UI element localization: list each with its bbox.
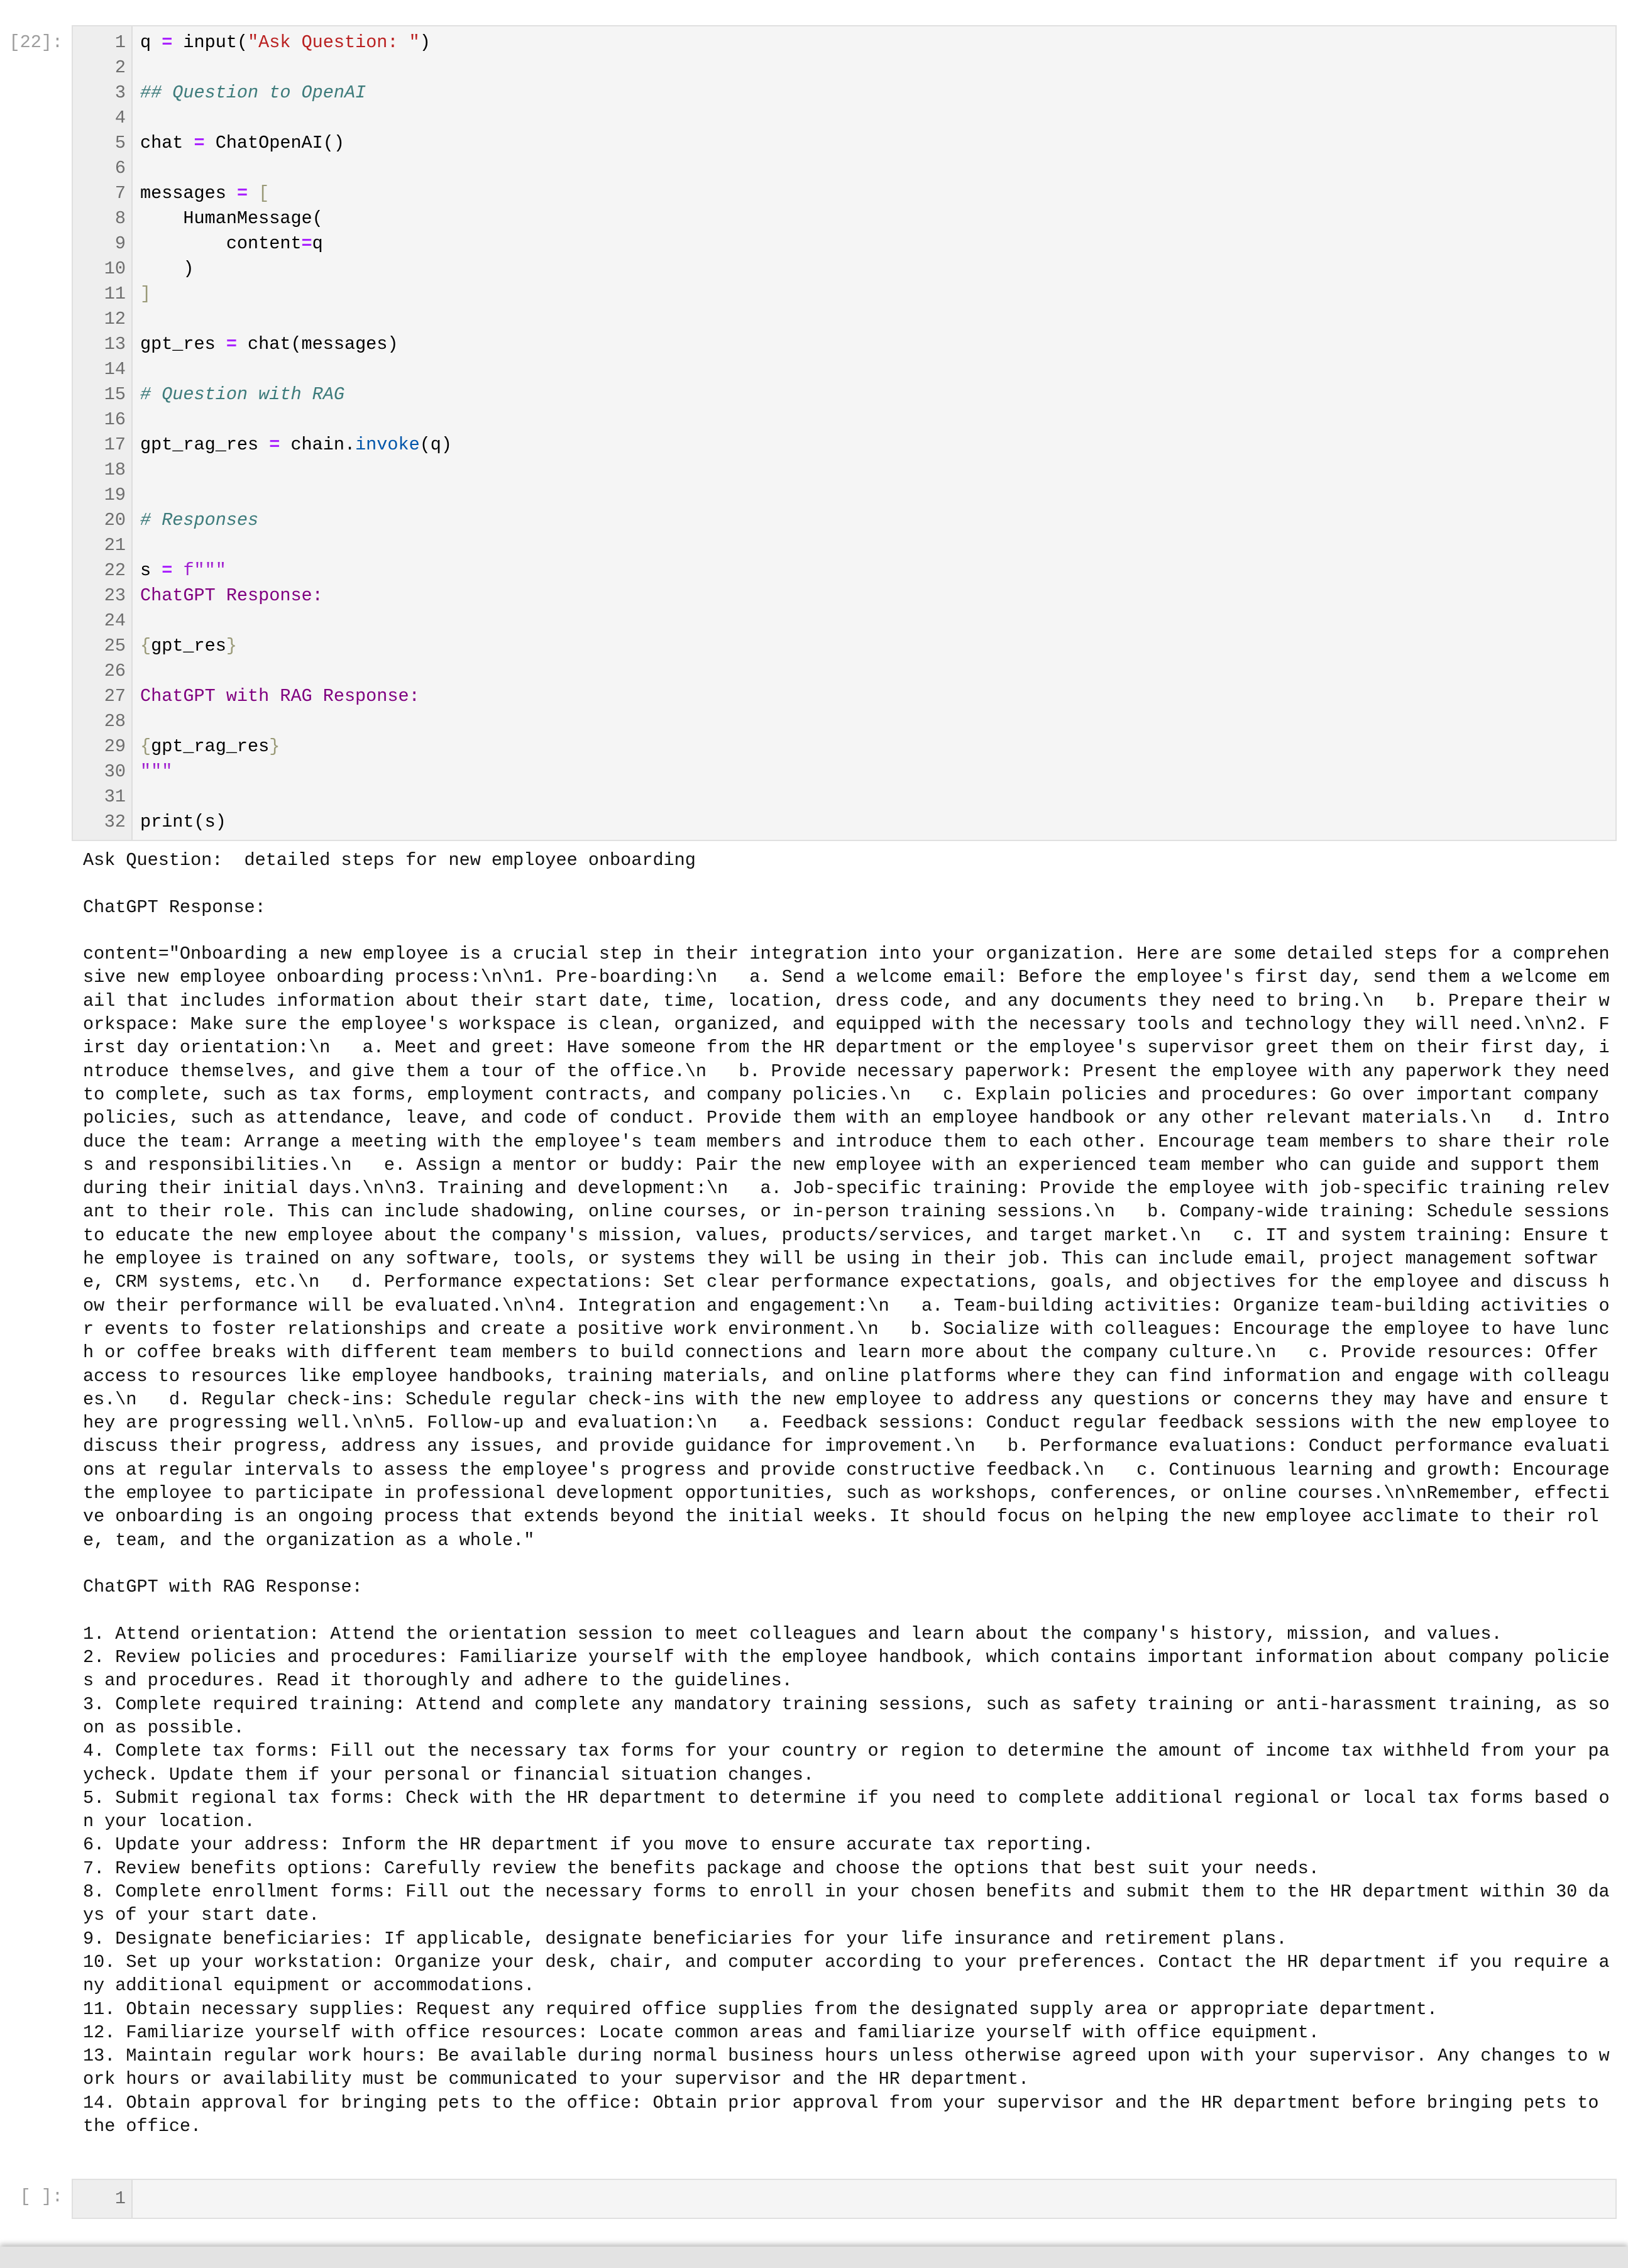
cell-execution-count: [22]:	[9, 32, 63, 53]
code-line[interactable]	[73, 357, 1615, 382]
line-number: 31	[104, 786, 126, 807]
code-token: =	[236, 183, 248, 204]
code-token: # Responses	[140, 510, 259, 531]
code-token: (q)	[419, 434, 453, 455]
code-token: print(s)	[140, 812, 226, 832]
code-token: {	[140, 636, 151, 656]
rag-response-item: 12. Familiarize yourself with office resources: Locate common areas and familiarize yourself with office equipment.	[83, 2022, 1319, 2043]
line-number: 14	[104, 359, 126, 380]
code-token: ## Question to OpenAI	[140, 82, 366, 103]
code-text	[140, 684, 420, 709]
code-text	[140, 282, 151, 307]
code-token: chain.	[280, 434, 356, 455]
rag-response-item: 8. Complete enrollment forms: Fill out the necessary forms to enroll in your chosen benefits and submit them to the HR department within 30 days of your start date.	[83, 1881, 1610, 1926]
chatgpt-response-label: ChatGPT Response:	[83, 896, 266, 918]
line-number: 19	[104, 485, 126, 505]
code-token: input(	[172, 32, 248, 53]
line-number: 7	[114, 183, 126, 204]
code-line[interactable]	[73, 759, 1615, 784]
code-line[interactable]	[73, 307, 1615, 332]
line-number: 10	[104, 258, 126, 279]
code-token: =	[269, 434, 280, 455]
code-line[interactable]	[73, 256, 1615, 282]
code-token: {	[140, 736, 151, 757]
line-number: 29	[104, 736, 126, 757]
ask-answer: detailed steps for new employee onboarding	[244, 850, 696, 871]
code-line[interactable]	[73, 55, 1615, 80]
line-number: 2	[114, 57, 126, 78]
line-number: 26	[104, 661, 126, 681]
line-number: 21	[104, 535, 126, 556]
line-number: 22	[104, 560, 126, 581]
code-line[interactable]	[73, 810, 1615, 835]
code-token: =	[162, 32, 173, 53]
code-line[interactable]	[73, 106, 1615, 131]
line-number: 25	[104, 636, 126, 656]
code-token: invoke	[355, 434, 420, 455]
code-line[interactable]	[73, 709, 1615, 734]
code-token: q	[140, 32, 162, 53]
rag-response-item: 4. Complete tax forms: Fill out the necessary tax forms for your country or region to determine the amount of income tax withheld from your paycheck. Update them if your personal or financial situation changes.	[83, 1741, 1610, 1785]
code-text	[140, 583, 323, 608]
code-line[interactable]	[73, 659, 1615, 684]
cell-execution-count-empty: [ ]:	[19, 2186, 63, 2207]
code-token: gpt_res	[140, 334, 226, 355]
code-text	[140, 508, 258, 533]
code-token: =	[301, 233, 312, 254]
code-line[interactable]	[73, 608, 1615, 634]
code-token: "Ask Question: "	[248, 32, 420, 53]
code-line[interactable]	[73, 558, 1615, 583]
line-number: 15	[104, 384, 126, 405]
code-text	[140, 131, 344, 156]
line-number: 28	[104, 711, 126, 732]
code-line[interactable]	[73, 734, 1615, 759]
code-line[interactable]	[73, 80, 1615, 106]
code-text	[140, 206, 323, 231]
code-cell-editor[interactable]	[72, 25, 1617, 841]
rag-response-label: ChatGPT with RAG Response:	[83, 1577, 363, 1598]
code-token: ]	[140, 284, 151, 304]
line-number: 27	[104, 686, 126, 707]
code-text	[140, 382, 344, 407]
code-token: gpt_rag_res	[151, 736, 270, 757]
rag-response-item: 5. Submit regional tax forms: Check with the HR department to determine if you need to complete additional regional or local tax forms based on your location.	[83, 1787, 1610, 1832]
code-line[interactable]	[73, 483, 1615, 508]
code-text	[140, 432, 452, 458]
code-token: chat	[140, 133, 194, 153]
line-number: 16	[104, 409, 126, 430]
code-line[interactable]	[73, 231, 1615, 256]
code-token: }	[226, 636, 237, 656]
code-line[interactable]	[73, 508, 1615, 533]
line-number: 17	[104, 434, 126, 455]
line-number: 3	[114, 82, 126, 103]
code-line[interactable]	[73, 784, 1615, 810]
code-line[interactable]	[73, 634, 1615, 659]
line-number: 23	[104, 585, 126, 606]
code-token: =	[226, 334, 237, 355]
code-line[interactable]	[73, 181, 1615, 206]
code-token: content	[140, 233, 302, 254]
code-token: q	[312, 233, 323, 254]
code-line[interactable]	[73, 583, 1615, 608]
chatgpt-response-content: content="Onboarding a new employee is a crucial step in their integration into your organization. Here are some detailed steps for a comprehensive new employee onboarding process:\n\n1. Pre-boarding:\n a. Send a welcome email: Before the employee's first day, send them a welcome email that includes information about their start date, time, location, dress code, and any documents they need to bring.\n b. Prepare their workspace: Make sure the employee's workspace is clean, organized, and equipped with the necessary tools and technology they will need.\n\n2. First day orientation:\n a. Meet and greet: Have someone from the HR department or the employee's supervisor greet them on their first day, introduce themselves, and give them a tour of the office.\n b. Provide necessary paperwork: Present the employee with any paperwork they need to complete, such as tax forms, employment contracts, and company policies.\n c. Explain policies and procedures: Go over important company policies, such as attendance, leave, and code of conduct. Provide them with an employee handbook or any other relevant materials.\n d. Introduce the team: Arrange a meeting with the employee's team members and introduce them to each other. Encourage team members to share their roles and responsibilities.\n e. Assign a mentor or buddy: Pair the new employee with an experienced team member who can guide and support them during their initial days.\n\n3. Training and development:\n a. Job-specific training: Provide the employee with job-specific training relevant to their role. This can include shadowing, online courses, or in-person training sessions.\n b. Company-wide training: Schedule sessions to educate the new employee about the company's mission, values, products/services, and target market.\n c. IT and system training: Ensure the employee is trained on any software, tools, or systems they will be using in their job. This can include email, project management software, CRM systems, etc.\n d. Performance expectations: Set clear performance expectations, goals, and objectives for the employee and discuss how their performance will be evaluated.\n\n4. Integration and engagement:\n a. Team-building activities: Organize team-building activities or events to foster relationships and create a positive work environment.\n b. Socialize with colleagues: Encourage the employee to have lunch or coffee breaks with different team members to build connections and learn more about the company culture.\n c. Provide resources: Offer access to resources like employee handbooks, training materials, and online platforms where they can find information and engage with colleagues.\n d. Regular check-ins: Schedule regular check-ins with the new employee to address any questions or concerns they may have and ensure they are progressing well.\n\n5. Follow-up and evaluation:\n a. Feedback sessions: Conduct regular feedback sessions with the new employee to discuss their progress, address any issues, and provide guidance for improvement.\n b. Performance evaluations: Conduct performance evaluations at regular intervals to assess the employee's progress and provide constructive feedback.\n c. Continuous learning and growth: Encourage the employee to participate in professional development opportunities, such as workshops, conferences, or online courses.\n\nRemember, effective onboarding is an ongoing process that extends beyond the initial weeks. It should focus on helping the new employee acclimate to their role, team, and the organization as a whole."	[83, 944, 1620, 1551]
line-number: 32	[104, 812, 126, 832]
code-token: ChatGPT Response:	[140, 585, 323, 606]
code-token: )	[419, 32, 431, 53]
line-number: 8	[114, 208, 126, 229]
rag-response-list	[83, 1622, 1610, 2139]
code-line[interactable]	[73, 382, 1615, 407]
line-number: 5	[114, 133, 126, 153]
rag-response-item: 13. Maintain regular work hours: Be available during normal business hours unless otherwise agreed upon with your supervisor. Any changes to work hours or availability must be communicated to your supervisor and the HR department.	[83, 2045, 1610, 2090]
code-token: gpt_res	[151, 636, 226, 656]
rag-response-item: 9. Designate beneficiaries: If applicable, designate beneficiaries for your life insurance and retirement plans.	[83, 1928, 1287, 1949]
code-text	[140, 80, 366, 106]
line-number: 9	[114, 233, 126, 254]
code-line[interactable]	[73, 206, 1615, 231]
code-token: gpt_rag_res	[140, 434, 270, 455]
code-text	[140, 30, 431, 55]
rag-response-item: 1. Attend orientation: Attend the orientation session to meet colleagues and learn about the company's history, mission, and values.	[83, 1623, 1502, 1644]
code-token: =	[162, 560, 173, 581]
code-line[interactable]	[73, 533, 1615, 558]
code-lines	[73, 26, 1615, 835]
code-lines	[73, 2180, 1615, 2211]
code-line[interactable]	[73, 156, 1615, 181]
code-token: ChatOpenAI()	[204, 133, 344, 153]
code-line[interactable]	[73, 2186, 1615, 2211]
code-text	[140, 734, 280, 759]
code-line[interactable]	[73, 30, 1615, 55]
status-bar	[0, 2247, 1628, 2268]
line-number: 13	[104, 334, 126, 355]
code-line[interactable]	[73, 332, 1615, 357]
ask-question-line	[83, 849, 1610, 872]
empty-code-cell-editor[interactable]	[72, 2179, 1617, 2219]
code-token: HumanMessage(	[140, 208, 323, 229]
code-text	[140, 759, 172, 784]
cell-output	[83, 849, 1620, 2138]
code-token: =	[194, 133, 205, 153]
code-text	[140, 558, 226, 583]
code-line[interactable]	[73, 131, 1615, 156]
line-number: 20	[104, 510, 126, 531]
rag-response-item: 14. Obtain approval for bringing pets to the office: Obtain prior approval from your supervisor and the HR department before bringing pets to the office.	[83, 2092, 1610, 2137]
code-token: # Question with RAG	[140, 384, 344, 405]
code-line[interactable]	[73, 684, 1615, 709]
code-token	[172, 560, 183, 581]
code-token: ChatGPT with RAG Response:	[140, 686, 420, 707]
code-text	[140, 181, 269, 206]
code-token: messages	[140, 183, 237, 204]
code-line[interactable]	[73, 458, 1615, 483]
code-text	[140, 634, 237, 659]
code-token: s	[140, 560, 162, 581]
line-number: 6	[114, 158, 126, 179]
code-token: chat(messages)	[236, 334, 399, 355]
code-token: }	[269, 736, 280, 757]
code-token: """	[140, 761, 173, 782]
code-text	[140, 256, 194, 282]
code-token: f"""	[183, 560, 226, 581]
line-number: 30	[104, 761, 126, 782]
line-number: 1	[114, 32, 126, 53]
code-token	[248, 183, 258, 204]
line-number: 12	[104, 309, 126, 329]
line-number: 11	[104, 284, 126, 304]
line-number: 4	[114, 107, 126, 128]
code-token: [	[258, 183, 270, 204]
rag-response-item: 6. Update your address: Inform the HR department if you move to ensure accurate tax reporting.	[83, 1834, 1094, 1856]
code-line[interactable]	[73, 407, 1615, 432]
rag-response-item: 7. Review benefits options: Carefully review the benefits package and choose the options that best suit your needs.	[83, 1858, 1319, 1879]
ask-prompt: Ask Question:	[83, 850, 245, 871]
code-text	[140, 810, 226, 835]
line-number: 1	[114, 2188, 126, 2209]
code-token: )	[140, 258, 194, 279]
code-line[interactable]	[73, 282, 1615, 307]
code-text	[140, 332, 398, 357]
code-text	[140, 231, 323, 256]
rag-response-item: 11. Obtain necessary supplies: Request any required office supplies from the designated supply area or appropriate department.	[83, 1998, 1438, 2020]
line-number: 18	[104, 460, 126, 480]
rag-response-item: 3. Complete required training: Attend and complete any mandatory training sessions, such as safety training or anti-harassment training, as soon as possible.	[83, 1693, 1610, 1738]
rag-response-item: 2. Review policies and procedures: Familiarize yourself with the employee handbook, which contains important information about company policies and procedures. Read it thoroughly and adhere to the guidelines.	[83, 1647, 1610, 1692]
line-number: 24	[104, 610, 126, 631]
code-line[interactable]	[73, 432, 1615, 458]
rag-response-item: 10. Set up your workstation: Organize your desk, chair, and computer according to your preferences. Contact the HR department if you require any additional equipment or accommodations.	[83, 1951, 1610, 1996]
